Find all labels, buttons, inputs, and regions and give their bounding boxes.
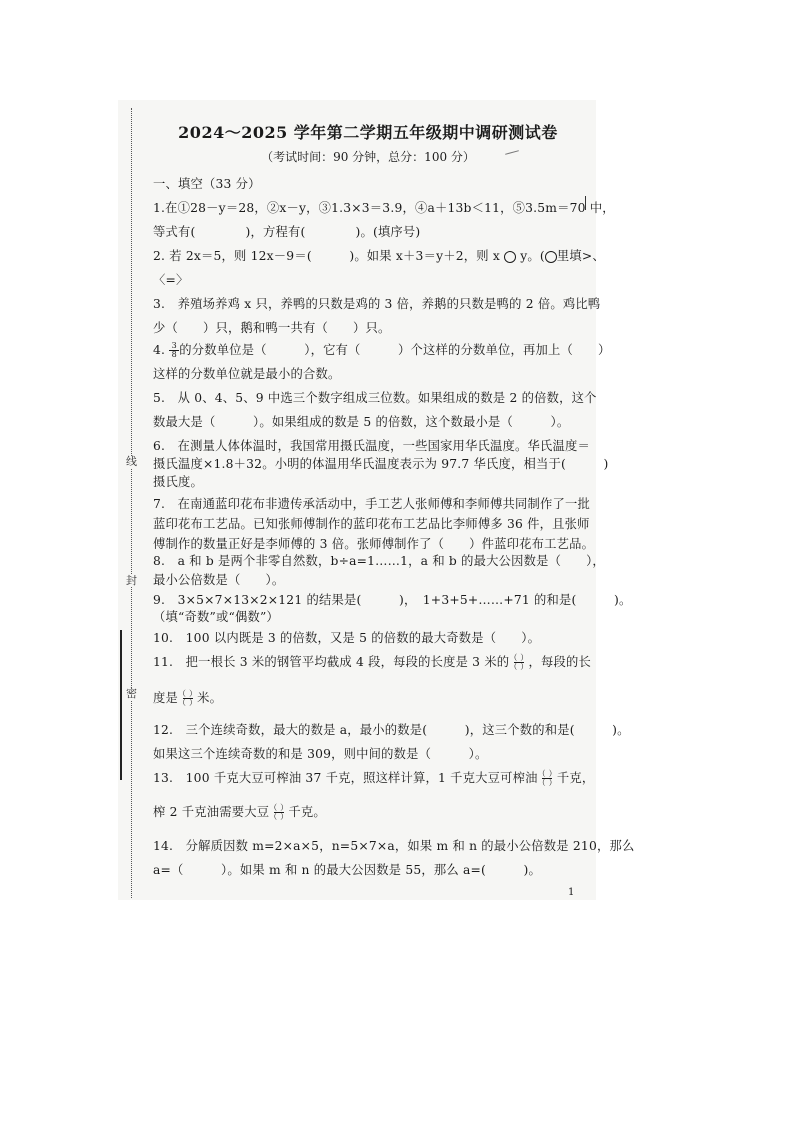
q11-fraction-blank2-den: （ ）: [178, 698, 198, 707]
q13-fraction-blank-num: （ ）: [537, 769, 557, 778]
q13-fraction-blank: [538, 770, 557, 787]
q4-fraction-num: 3: [171, 341, 177, 350]
q13-fraction-blank2-num: （ ）: [269, 803, 289, 812]
q4-line1: [153, 340, 611, 359]
q4-text: 的分数单位是（ ），它有（ ）个这样的分数单位，再加上（ ）: [179, 343, 611, 357]
q14-line2: a=（ ）。如果 m 和 n 的最大公因数是 55，那么 a=( )。: [153, 863, 542, 877]
q13-line2: [153, 802, 326, 821]
q9-line2: （填“奇数”或“偶数”）: [153, 610, 279, 624]
q3-line1: 3. 养殖场养鸡 x 只，养鸭的只数是鸡的 3 倍，养鹅的只数是鸭的 2 倍。鸡比鸭: [153, 297, 601, 311]
q7-line2: 蓝印花布工艺品。已知张师傅制作的蓝印花布工艺品比李师傅多 36 件，且张师: [153, 517, 590, 531]
q1-line1: 1.在①28－y＝28，②x－y，③1.3×3＝3.9，④a＋13b＜11，⑤3.5m＝70 中，: [153, 201, 615, 215]
q2-text: 2. 若 2x＝5，则 12x－9＝( )。如果 x＋3＝y＋2，则 x: [153, 249, 500, 263]
binding-bar: [120, 630, 122, 780]
q8-line1: 8. a 和 b 是两个非零自然数，b÷a=1……1，a 和 b 的最大公因数是（ ），: [153, 554, 605, 568]
q3-line2: 少（ ）只，鹅和鸭一共有（ ）只。: [153, 321, 391, 335]
circle-icon: [545, 251, 557, 263]
page-number: 1: [568, 887, 575, 898]
exam-title: 2024～2025 学年第二学期五年级期中调研测试卷: [178, 123, 558, 142]
binding-label-mi: 密: [126, 687, 137, 700]
q6-line2: 摄氏温度×1.8＋32。小明的体温用华氏温度表示为 97.7 华氏度，相当于( ): [153, 457, 609, 471]
q11-text2: 度是: [153, 691, 178, 705]
q6-line3: 摄氏度。: [153, 475, 203, 489]
q13-fraction-blank2-den: （ ）: [269, 812, 289, 821]
q10-line: 10. 100 以内既是 3 的倍数，又是 5 的倍数的最大奇数是（ ）。: [153, 631, 541, 645]
q13-text: 13. 100 千克大豆可榨油 37 千克，照这样计算，1 千克大豆可榨油: [153, 771, 538, 785]
q13-text2: 榨 2 千克油需要大豆: [153, 805, 270, 819]
q11-line2: [153, 688, 222, 707]
exam-subtitle: （考试时间：90 分钟，总分：100 分）: [261, 150, 475, 164]
q11-tail: ，每段的长: [528, 655, 591, 669]
q12-line1: 12. 三个连续奇数，最大的数是 a，最小的数是( )，这三个数的和是( )。: [153, 723, 630, 737]
q2-line1: [153, 246, 605, 264]
q13-fraction-blank-den: （ ）: [537, 778, 557, 787]
q2-tail: y。(: [520, 249, 545, 263]
q5-line2: 数最大是（ ）。如果组成的数是 5 的倍数，这个数最小是（ ）。: [153, 415, 570, 429]
q11-fraction-blank: [509, 654, 528, 671]
q1-line2: 等式有( )，方程有( )。(填序号): [153, 225, 421, 239]
q4-fraction-den: 8: [171, 350, 177, 359]
q7-line1: 7. 在南通蓝印花布非遗传承活动中，手工艺人张师傅和李师傅共同制作了一批: [153, 497, 591, 511]
q11-text: 11. 把一根长 3 米的钢管平均截成 4 段，每段的长度是 3 米的: [153, 655, 510, 669]
q13-fraction-blank2: [269, 804, 288, 821]
q9-line1: 9. 3×5×7×13×2×121 的结果是( )， 1+3+5+……+71 的和是( )。: [153, 593, 632, 607]
circle-blank-icon: [504, 251, 516, 263]
q12-line2: 如果这三个连续奇数的和是 309，则中间的数是（ ）。: [153, 747, 488, 761]
q13-unit2: 千克。: [288, 805, 326, 819]
q4-line2: 这样的分数单位就是最小的合数。: [153, 367, 341, 381]
binding-dotted-line: [131, 108, 132, 898]
q13-unit: 千克，: [556, 771, 595, 785]
q4-fraction: [169, 342, 179, 359]
q11-unit: 米。: [197, 691, 223, 705]
q11-fraction-blank-den: （ ）: [509, 662, 529, 671]
q2-tail2: 里填>、: [556, 249, 605, 263]
q11-fraction-blank-num: （ ）: [509, 653, 529, 662]
section-heading: 一、填空（33 分）: [153, 177, 261, 191]
q14-line1: 14. 分解质因数 m=2×a×5，n=5×7×a，如果 m 和 n 的最小公倍数是 210，那么: [153, 839, 635, 853]
q13-line1: [153, 768, 594, 787]
q5-line1: 5. 从 0、4、5、9 中选三个数字组成三位数。如果组成的数是 2 的倍数，这个: [153, 391, 597, 405]
q2-line2: 〈=〉: [153, 273, 189, 287]
binding-label-xian: 线: [126, 455, 137, 468]
q4-number: 4.: [153, 343, 166, 357]
q8-line2: 最小公倍数是（ ）。: [153, 573, 285, 587]
q11-fraction-blank2-num: （ ）: [178, 689, 198, 698]
q7-line3: 傅制作的数量正好是李师傅的 3 倍。张师傅制作了（ ）件蓝印花布工艺品。: [153, 537, 595, 551]
binding-label-feng: 封: [126, 574, 137, 587]
q11-line1: [153, 652, 591, 671]
q6-line1: 6. 在测量人体体温时，我国常用摄氏温度，一些国家用华氏温度。华氏温度＝: [153, 439, 591, 453]
q11-fraction-blank2: [178, 690, 197, 707]
